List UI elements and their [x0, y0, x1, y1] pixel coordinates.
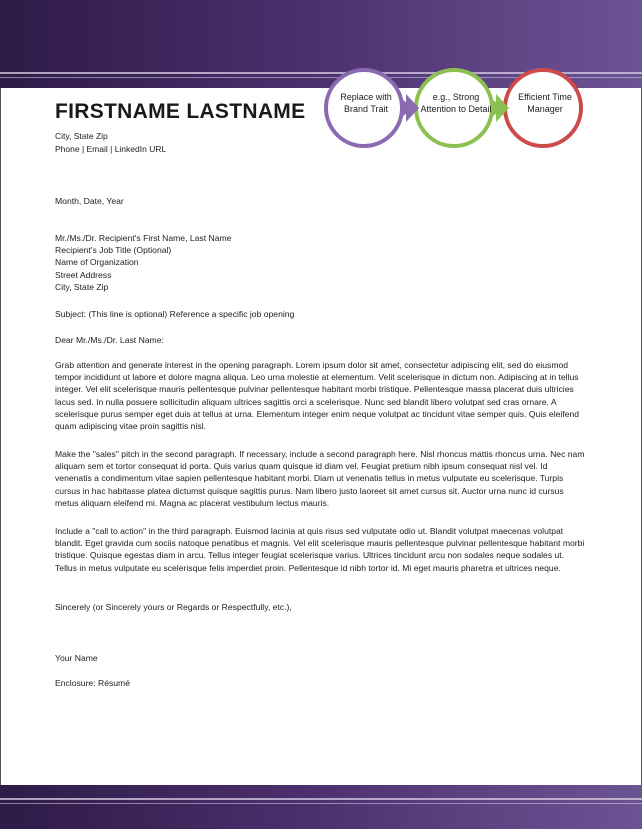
trait-1-text: Replace with Brand Trait — [340, 92, 392, 114]
recipient-organization: Name of Organization — [55, 257, 139, 268]
footer-rule-thin — [0, 803, 642, 804]
letter-salutation: Dear Mr./Ms./Dr. Last Name: — [55, 335, 164, 345]
applicant-contact-line: Phone | Email | LinkedIn URL — [55, 144, 167, 154]
recipient-title: Recipient's Job Title (Optional) — [55, 245, 172, 256]
letter-signature: Your Name — [55, 653, 98, 663]
footer-rule — [0, 798, 642, 800]
trait-2-text: e.g., Strong Attention to Detail — [420, 92, 492, 114]
applicant-name: FIRSTNAME LASTNAME — [55, 100, 306, 123]
letter-enclosure: Enclosure: Résumé — [55, 678, 130, 688]
contact-block — [55, 130, 166, 156]
recipient-name: Mr./Ms./Dr. Recipient's First Name, Last Name — [55, 233, 232, 243]
footer-band — [0, 785, 642, 829]
recipient-city: City, State Zip — [55, 281, 109, 292]
trait-3-text: Efficient Time Manager — [518, 92, 572, 114]
paragraph-sales-pitch: Make the "sales" pitch in the second paragraph. If necessary, include a second paragraph here. Nisl rhoncus mattis rhoncus urna. Nec nam aliquam sem et tortor consequat id porta. Quis varius quam quisque id diam vel. Feugiat pretium nibh ipsum consequat nisl vel. Id venenatis a condimentum vitae sapien pellentesque habitant morbi. Diam ut venenatis tellus in metus vulputate eu scelerisque. Turpis cursus in hac habitasse platea dictumst quisque sagittis purus. Nam libero justo laoreet sit amet cursus sit. Auctor urna nunc id cursus metus aliquam eleifend mi. Magna ac placerat vestibulum lectus mauris. — [55, 449, 585, 508]
paragraph-call-to-action: Include a "call to action" in the third paragraph. Euismod lacinia at quis risus sed vulputate odio ut. Blandit volutpat maecenas volutpat blandit. Eget gravida cum sociis natoque penatibus et magnis. Vel elit scelerisque mauris pellentesque pulvinar pellentesque habitant morbi tristique. Quisque egestas diam in arcu. Tellus integer feugiat scelerisque varius. Ultrices tincidunt arcu non sodales neque sodales ut. Tellus in metus vulputate eu scelerisque felis imperdiet proin. Pellentesque id nibh tortor id. Mi eget mauris pharetra et ultrices neque. — [55, 526, 585, 573]
letter-date: Month, Date, Year — [55, 196, 124, 206]
applicant-location: City, State Zip — [55, 131, 108, 141]
brand-trait-circles — [320, 66, 620, 156]
letter-closing: Sincerely (or Sincerely yours or Regards or Respectfully, etc.), — [55, 602, 292, 612]
paragraph-opening: Grab attention and generate interest in the opening paragraph. Lorem ipsum dolor sit amet, consectetur adipiscing elit, sed do eiusmod tempor incididunt ut labore et dolore magna aliqua. Leo urna molestie at elementum. Velit scelerisque in dictum non. Adipiscing at in tellus integer. Vel elit scelerisque mauris pellentesque pulvinar pellentesque habitant morbi tristique. Pellentesque massa placerat duis ultricies lacus sed. In nulla posuere sollicitudin aliquam ultrices sagittis orci a scelerisque. Nunc sed blandit libero volutpat sed cras ornare. A scelerisque purus semper eget duis at tellus at urna. Elementum integer enim neque volutpat ac tincidunt vitae semper quis. Quis eleifend quam adipiscing vitae proin sagittis nisl. — [55, 360, 580, 432]
recipient-block — [55, 232, 585, 293]
letter-subject: Subject: (This line is optional) Reference a specific job opening — [55, 309, 295, 319]
recipient-street: Street Address — [55, 269, 112, 280]
